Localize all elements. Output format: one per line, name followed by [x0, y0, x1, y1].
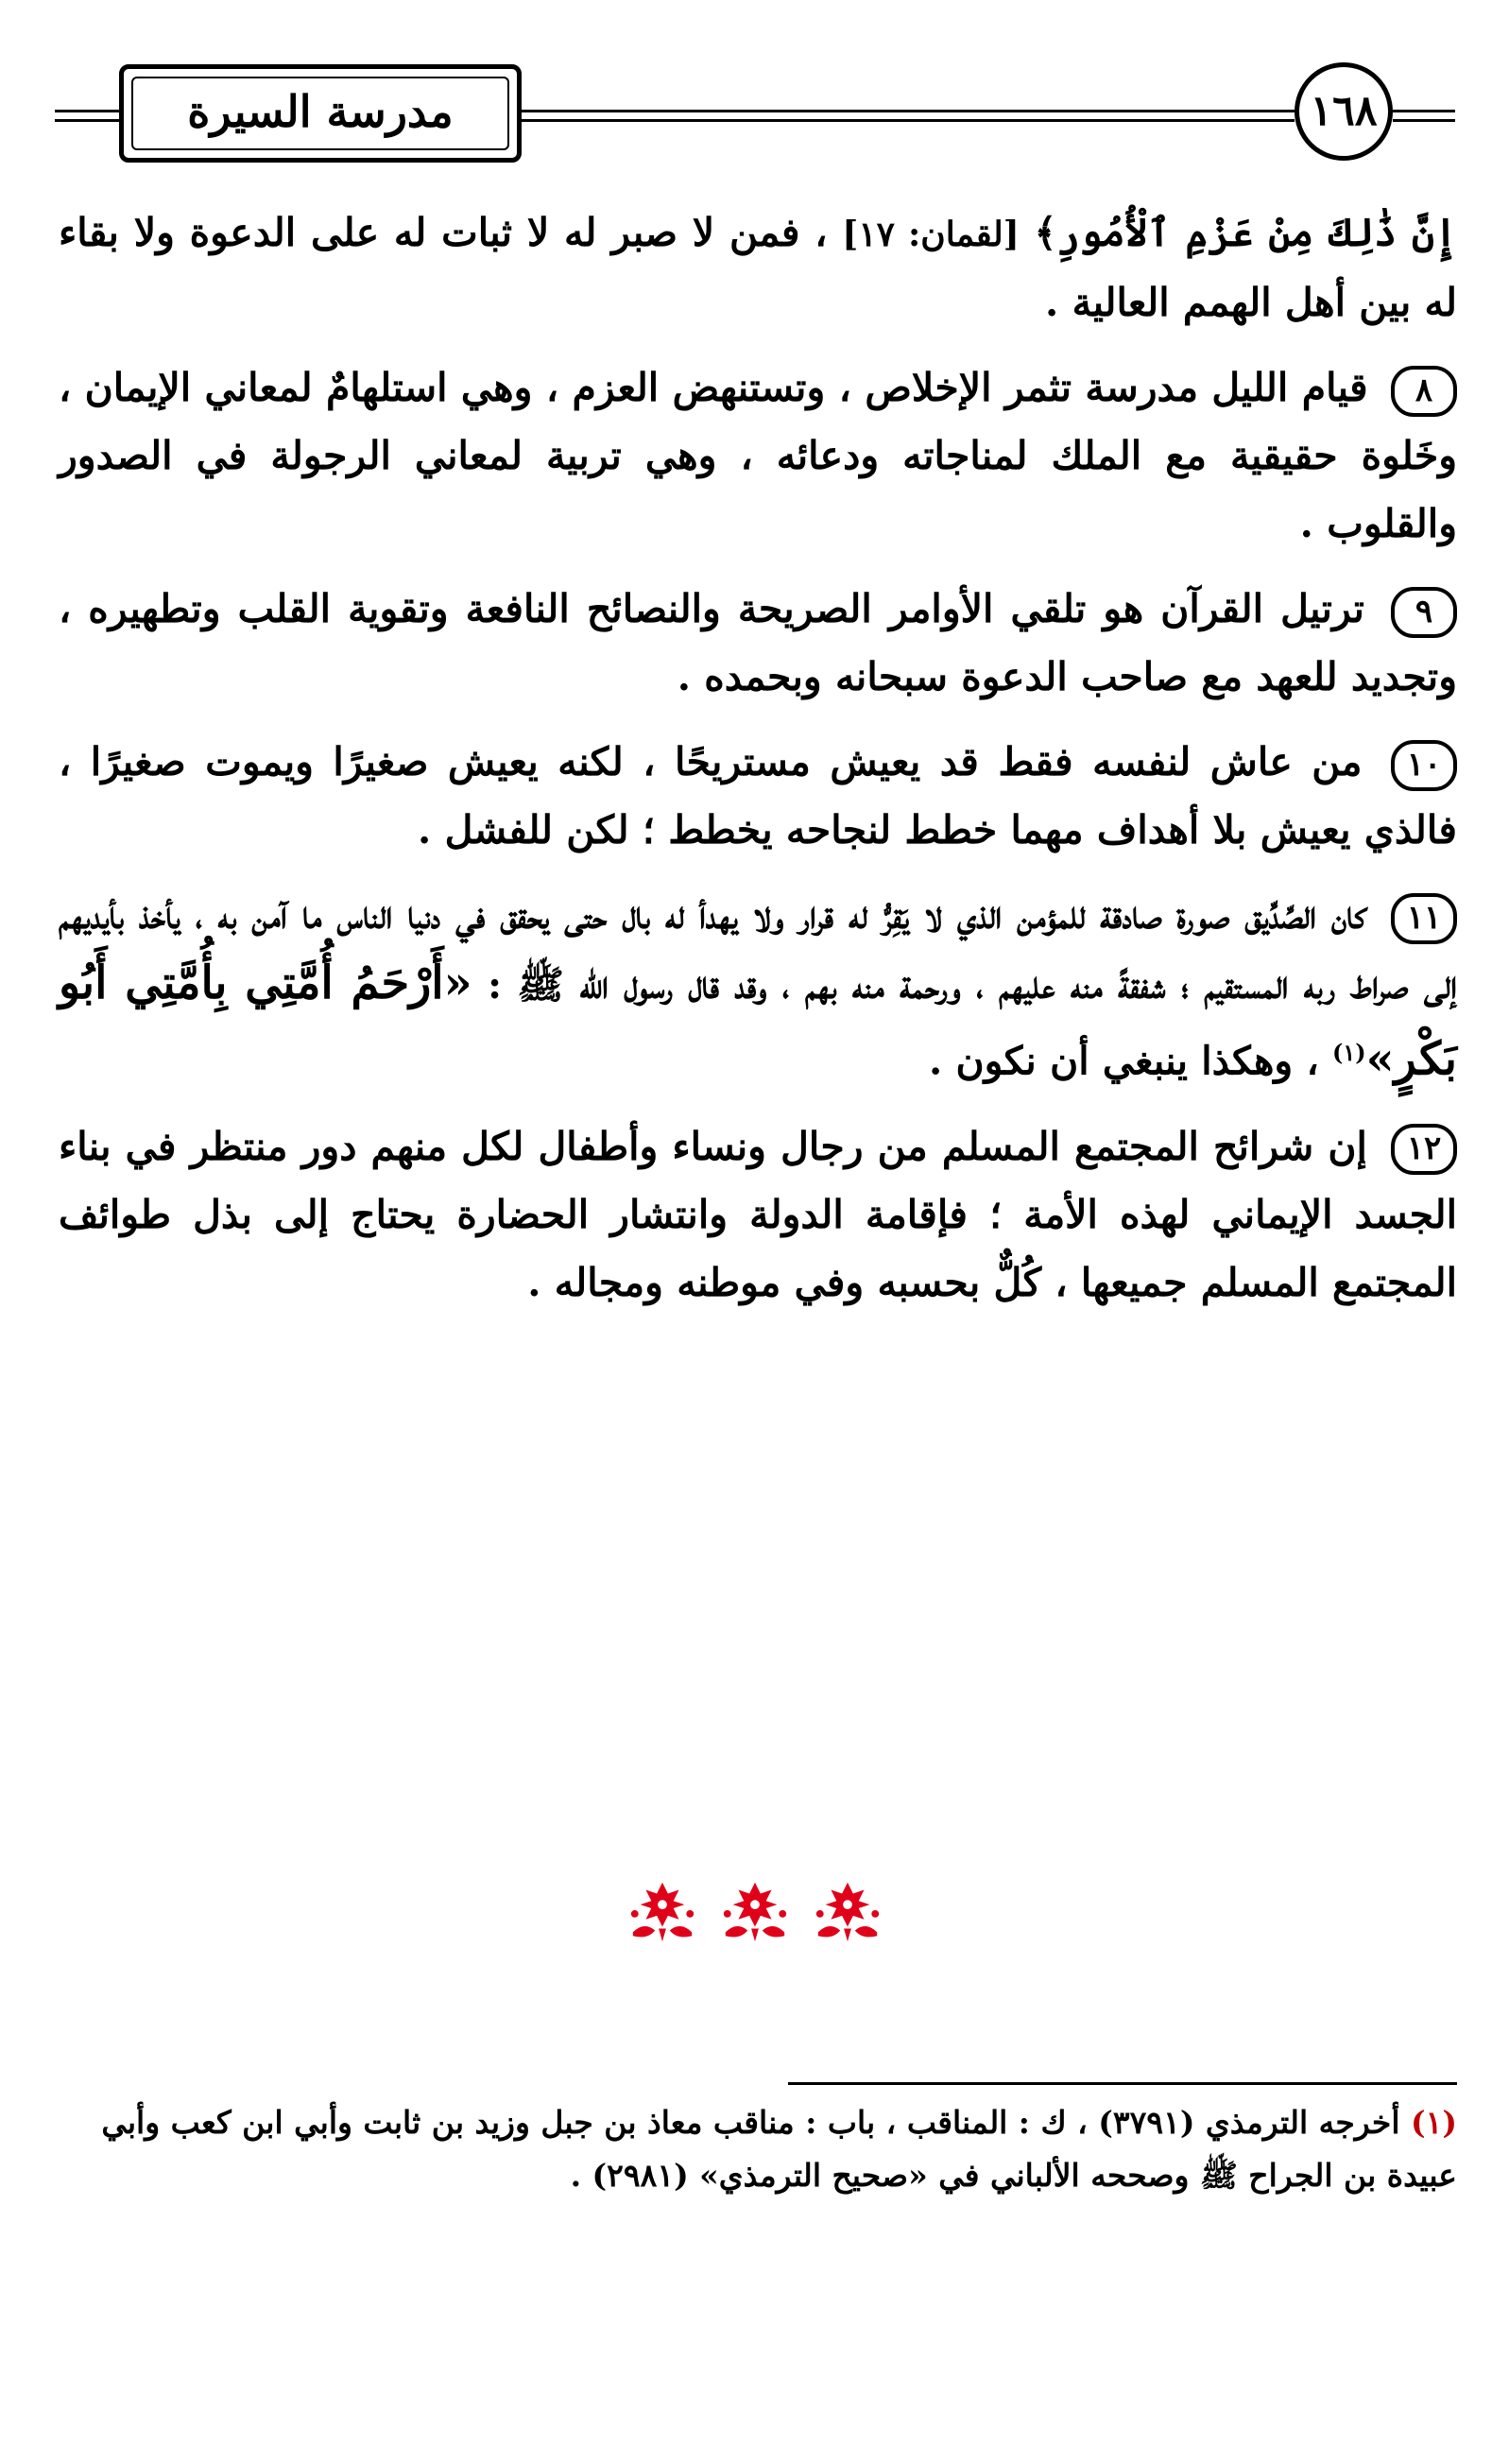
header-rule — [1393, 119, 1455, 122]
page-number: ١٦٨ — [1295, 62, 1393, 161]
paragraph-9 — [59, 575, 1457, 711]
paragraph-10 — [59, 728, 1457, 864]
header-rule — [522, 110, 1295, 112]
footnote-marker: (١) — [1411, 2104, 1457, 2141]
header-rule — [55, 110, 121, 112]
book-title: مدرسة السيرة — [187, 86, 454, 137]
point-number-badge: ١١ — [1391, 893, 1457, 944]
footnote-reference[interactable]: (١) — [1332, 1039, 1366, 1066]
hadith-quote: «أَرْحَمُ أُمَّتِي بِأُمَّتِي أَبُو بَكْرٍ» — [59, 956, 1457, 1086]
paragraph-12 — [59, 1112, 1457, 1317]
book-title-frame — [119, 64, 522, 163]
point-number-badge: ٩ — [1391, 587, 1457, 638]
main-text — [59, 198, 1457, 1334]
paragraph-text: قيام الليل مدرسة تثمر الإخلاص ، وتستنهض العزم ، وهي استلهامٌ لمعاني الإيمان ، وخَلوة حقيقية مع الملك لمناجاته ودعائه ، وهي تربية لمعاني الرجولة في الصدور والقلوب . — [59, 365, 1457, 546]
point-number-badge: ٨ — [1391, 366, 1457, 417]
paragraph-text: من عاش لنفسه فقط قد يعيش مستريحًا ، لكنه يعيش صغيرًا ويموت صغيرًا ، فالذي يعيش بلا أهداف مهما خطط لنجاحه يخطط ؛ لكن للفشل . — [59, 739, 1457, 853]
paragraph-text: ، فمن لا صبر له لا ثبات له على الدعوة ولا بقاء له بين أهل الهمم العالية . — [59, 210, 1457, 325]
footnote — [59, 2096, 1457, 2202]
footnote-text: أخرجه الترمذي (٣٧٩١) ، ك : المناقب ، باب : مناقب معاذ بن جبل وزيد بن ثابت وأبي ابن كعب وأبي عبيدة بن الجراح ﷺ وصححه الألباني في «صحيح الترمذي» (٢٩٨١) . — [101, 2104, 1457, 2194]
verse-citation: [لقمان: ١٧] — [842, 215, 1020, 254]
floral-ornament-icon — [626, 1876, 699, 1944]
floral-ornament-icon — [811, 1876, 884, 1944]
quran-verse: إِنَّ ذَٰلِكَ مِنْ عَزْمِ ٱلْأُمُورِ﴾ — [1034, 210, 1457, 255]
section-end-ornaments — [0, 1876, 1509, 1948]
paragraph-text: كان الصِّدِّيق صورة صادقة للمؤمن الذي لا يَقِرُّ له قرار ولا يهدأ له بال حتى يحقق في دنيا الناس ما آمن به ، يأخذ بأيديهم إلى صراط ربه المستقيم ؛ شفقةً منه عليهم ، ورحمة منه بهم ، وقد قال رسول الله ﷺ : — [59, 892, 1458, 1008]
header-rule — [522, 119, 1295, 122]
paragraph-intro — [59, 198, 1457, 336]
point-number-badge: ١٢ — [1391, 1124, 1457, 1175]
paragraph-text: ترتيل القرآن هو تلقي الأوامر الصريحة والنصائح النافعة وتقوية القلب وتطهيره ، وتجديد للعهد مع صاحب الدعوة سبحانه وبحمده . — [59, 586, 1457, 699]
header-rule — [55, 119, 121, 122]
header-rule — [1393, 110, 1455, 112]
paragraph-tail: ، وهكذا ينبغي أن نكون . — [928, 1038, 1319, 1084]
point-number-badge: ١٠ — [1391, 740, 1457, 791]
paragraph-11 — [59, 881, 1457, 1095]
floral-ornament-icon — [718, 1876, 792, 1944]
paragraph-8 — [59, 353, 1457, 558]
paragraph-text: إن شرائح المجتمع المسلم من رجال ونساء وأطفال لكل منهم دور منتظر في بناء الجسد الإيماني لهذه الأمة ؛ فإقامة الدولة وانتشار الحضارة يحتاج إلى بذل طوائف المجتمع المسلم جميعها ، كُلٌّ بحسبه وفي موطنه ومجاله . — [59, 1123, 1457, 1305]
footnote-separator — [788, 2082, 1457, 2085]
